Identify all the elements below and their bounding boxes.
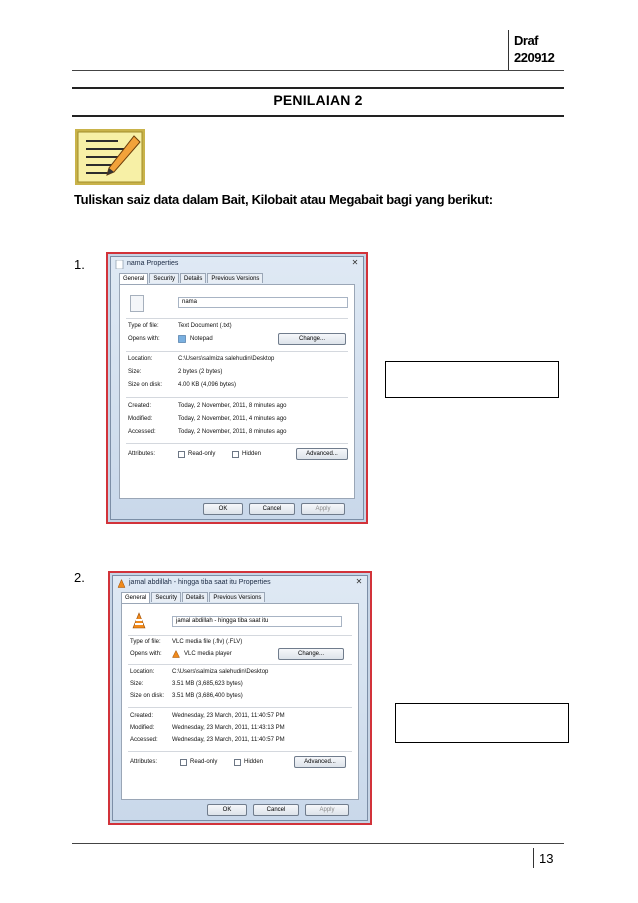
page-number: 13 (539, 851, 554, 866)
tab-details[interactable]: Details (180, 273, 206, 283)
item-number-2: 2. (74, 570, 85, 585)
dialog-tabs (119, 273, 264, 284)
separator (128, 664, 352, 665)
size-label: Size: (128, 369, 142, 375)
type-value: VLC media file (.flv) (.FLV) (172, 639, 243, 645)
vlc-cone-icon (117, 579, 126, 588)
file-name-field[interactable]: nama (178, 297, 348, 308)
modified-label: Modified: (128, 416, 153, 422)
dialog-tabs (121, 592, 266, 603)
separator (126, 318, 348, 319)
properties-dialog-2 (108, 571, 372, 825)
file-name-field[interactable]: jamal abdillah - hingga tiba saat itu (172, 616, 342, 627)
dialog-window (112, 575, 368, 821)
opens-value: Notepad (190, 336, 213, 342)
tab-security[interactable]: Security (149, 273, 179, 283)
location-value: C:\Users\salmiza salehudin\Desktop (178, 356, 275, 362)
type-value: Text Document (.txt) (178, 323, 232, 329)
size-on-disk-value: 4.00 KB (4,096 bytes) (178, 382, 237, 388)
dialog-title: jamal abdillah - hingga tiba saat itu Properties (129, 579, 271, 586)
size-value: 2 bytes (2 bytes) (178, 369, 223, 375)
size-label: Size: (130, 681, 144, 687)
size-on-disk-label: Size on disk: (128, 382, 163, 388)
separator (128, 635, 352, 636)
size-on-disk-label: Size on disk: (130, 693, 165, 699)
separator (128, 751, 352, 752)
modified-value: Wednesday, 23 March, 2011, 11:43:13 PM (172, 725, 285, 731)
advanced-button[interactable]: Advanced... (296, 448, 348, 460)
draft-code: 220912 (514, 50, 555, 65)
tab-security[interactable]: Security (151, 592, 181, 602)
page-title: PENILAIAN 2 (273, 92, 363, 108)
close-icon[interactable]: ✕ (355, 577, 363, 586)
separator (126, 443, 348, 444)
modified-label: Modified: (130, 725, 155, 731)
size-value: 3.51 MB (3,685,623 bytes) (172, 681, 243, 687)
tab-previous-versions[interactable]: Previous Versions (209, 592, 265, 602)
tab-general[interactable]: General (119, 273, 148, 284)
accessed-value: Today, 2 November, 2011, 8 minutes ago (178, 429, 287, 435)
item-number-1: 1. (74, 257, 85, 272)
instruction-text: Tuliskan saiz data dalam Bait, Kilobait atau Megabait bagi yang berikut: (74, 192, 493, 207)
notepad-icon (178, 335, 186, 343)
cancel-button[interactable]: Cancel (253, 804, 299, 816)
type-label: Type of file: (128, 323, 159, 329)
hidden-checkbox[interactable] (234, 759, 241, 766)
opens-label: Opens with: (128, 336, 160, 342)
file-icon (115, 260, 124, 269)
title-rule-bottom (72, 115, 564, 117)
tab-general[interactable]: General (121, 592, 150, 603)
created-label: Created: (130, 713, 154, 719)
vlc-cone-icon (131, 612, 147, 630)
accessed-value: Wednesday, 23 March, 2011, 11:40:57 PM (172, 737, 285, 743)
title-rule-top (72, 87, 564, 89)
hidden-label: Hidden (244, 759, 264, 765)
read-only-label: Read-only (188, 451, 216, 457)
dialog-title: nama Properties (127, 260, 179, 267)
separator (128, 707, 352, 708)
apply-button[interactable]: Apply (305, 804, 349, 816)
opens-value: VLC media player (184, 651, 232, 657)
cancel-button[interactable]: Cancel (249, 503, 295, 515)
hidden-label: Hidden (242, 451, 262, 457)
ok-button[interactable]: OK (203, 503, 243, 515)
properties-dialog-1 (106, 252, 368, 524)
draft-label (514, 32, 554, 66)
separator (126, 397, 348, 398)
opens-label: Opens with: (130, 651, 162, 657)
answer-box-1[interactable] (385, 361, 559, 398)
attributes-label: Attributes: (128, 451, 156, 457)
dialog-window (110, 256, 364, 520)
general-panel (121, 603, 359, 800)
location-value: C:\Users\salmiza salehudin\Desktop (172, 669, 269, 675)
header-divider (508, 30, 509, 70)
draft-text: Draf (514, 33, 539, 48)
size-on-disk-value: 3.51 MB (3,686,400 bytes) (172, 693, 243, 699)
document-icon (130, 295, 144, 312)
read-only-label: Read-only (190, 759, 218, 765)
answer-box-2[interactable] (395, 703, 569, 743)
read-only-checkbox[interactable] (180, 759, 187, 766)
created-label: Created: (128, 403, 152, 409)
attributes-label: Attributes: (130, 759, 158, 765)
location-label: Location: (128, 356, 153, 362)
tab-details[interactable]: Details (182, 592, 208, 602)
created-value: Today, 2 November, 2011, 8 minutes ago (178, 403, 287, 409)
page-number-divider (533, 848, 534, 868)
location-label: Location: (130, 669, 155, 675)
read-only-checkbox[interactable] (178, 451, 185, 458)
type-label: Type of file: (130, 639, 161, 645)
change-button[interactable]: Change... (278, 333, 346, 345)
separator (126, 351, 348, 352)
general-panel (119, 284, 355, 499)
notepad-pencil-icon (74, 128, 146, 186)
apply-button[interactable]: Apply (301, 503, 345, 515)
header-rule (72, 70, 564, 71)
accessed-label: Accessed: (130, 737, 158, 743)
footer-rule (72, 843, 564, 844)
modified-value: Today, 2 November, 2011, 4 minutes ago (178, 416, 287, 422)
accessed-label: Accessed: (128, 429, 156, 435)
hidden-checkbox[interactable] (232, 451, 239, 458)
advanced-button[interactable]: Advanced... (294, 756, 346, 768)
change-button[interactable]: Change... (278, 648, 344, 660)
ok-button[interactable]: OK (207, 804, 247, 816)
close-icon[interactable]: ✕ (351, 258, 359, 267)
created-value: Wednesday, 23 March, 2011, 11:40:57 PM (172, 713, 285, 719)
vlc-cone-icon (172, 650, 180, 658)
tab-previous-versions[interactable]: Previous Versions (207, 273, 263, 283)
